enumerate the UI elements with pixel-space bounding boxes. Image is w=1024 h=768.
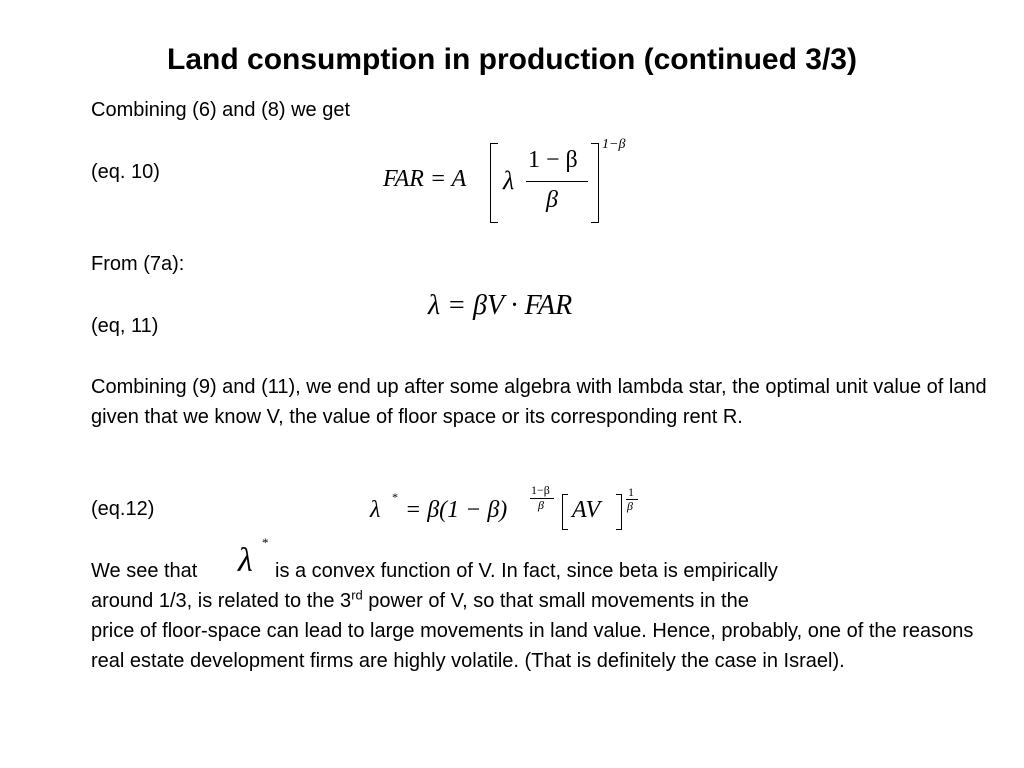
eq12-lambda: λ — [370, 497, 381, 523]
convex-function-text: is a convex function of V. In fact, since beta is empirically — [275, 560, 778, 582]
eq12-exp1-num: 1−β — [531, 483, 550, 497]
around-text: around 1/3, is related to the 3 — [91, 590, 352, 612]
eq10-denominator: β — [546, 187, 558, 213]
eq10-label: (eq. 10) — [91, 161, 160, 183]
combining-9-11-paragraph: Combining (9) and (11), we end up after some algebra with lambda star, the optimal unit value of land given that we know V, the value of floor space or its corresponding rent R. — [91, 376, 987, 428]
equation-12 — [370, 480, 650, 535]
eq11-label: (eq, 11) — [91, 315, 159, 337]
around-one-third-line — [91, 586, 749, 616]
combining-6-8-text: Combining (6) and (8) we get — [91, 99, 351, 121]
eq12-star: * — [392, 490, 398, 504]
volatility-paragraph: price of floor-space can lead to large movements in land value. Hence, probably, one of the reasons real estate development firms are highly volatile. (That is definitely the case in Israel). — [91, 620, 974, 672]
eq12-exp2-num: 1 — [628, 485, 634, 499]
equation-10 — [380, 135, 640, 230]
eq11-expression: λ = βV · FAR — [428, 290, 573, 321]
eq10-lhs: FAR = A — [383, 166, 467, 192]
eq10-fraction-bar — [526, 181, 588, 182]
power-text: power of V, so that small movements in the — [362, 590, 749, 612]
eq12-left-bracket — [562, 494, 568, 530]
inline-lambda: λ — [238, 542, 253, 579]
slide-title: Land consumption in production (continued 3/3) — [167, 43, 857, 76]
we-see-that-text: We see that — [91, 560, 198, 582]
equation-11 — [428, 290, 628, 330]
eq10-left-bracket — [490, 143, 498, 223]
eq10-numerator: 1 − β — [528, 147, 578, 173]
eq12-exp1-den: β — [538, 498, 544, 512]
from-7a-text: From (7a): — [91, 253, 185, 275]
eq10-right-bracket — [591, 143, 599, 223]
eq10-exponent: 1−β — [602, 137, 626, 152]
eq12-av: AV — [572, 497, 601, 523]
rd-superscript: rd — [351, 587, 363, 603]
eq12-middle: = β(1 − β) — [405, 497, 508, 523]
inline-lambda-star: * — [262, 535, 269, 550]
eq12-exp2-den: β — [627, 499, 633, 513]
eq12-label: (eq.12) — [91, 498, 155, 520]
eq10-lambda: λ — [503, 166, 515, 195]
eq12-right-bracket — [616, 494, 622, 530]
